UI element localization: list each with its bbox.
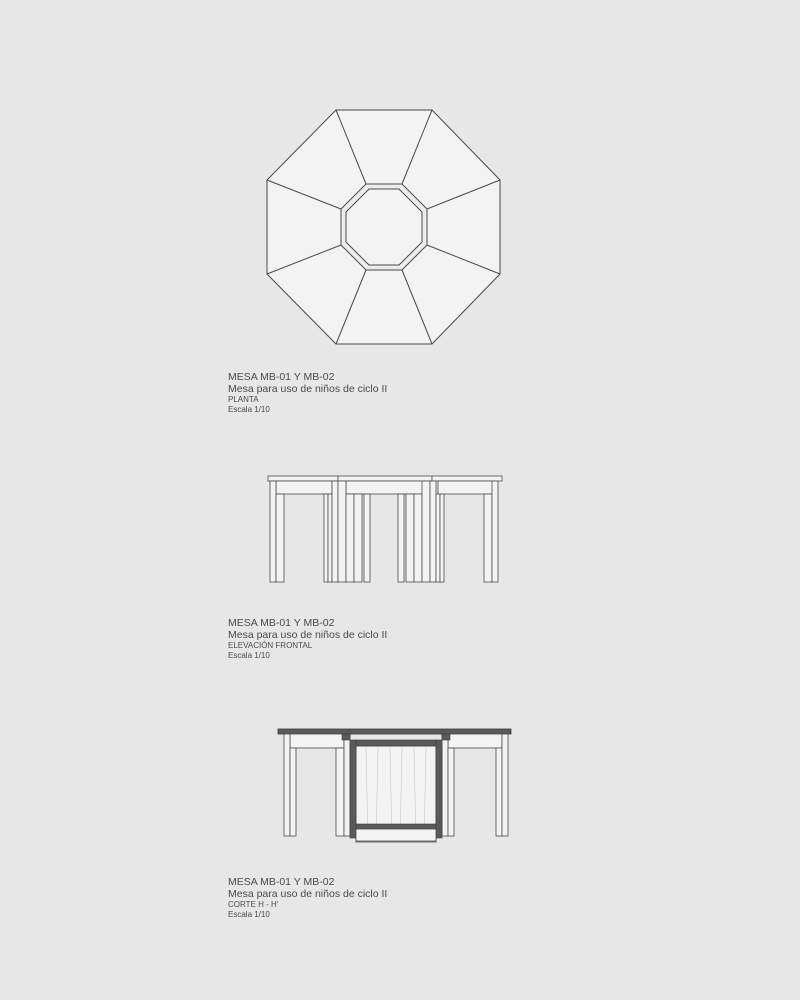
elevation-subtitle: Mesa para uso de niños de ciclo II bbox=[228, 629, 388, 641]
section-leg bbox=[336, 748, 344, 836]
section-leg bbox=[448, 748, 454, 836]
elevation-view-label: ELEVACIÓN FRONTAL bbox=[228, 641, 313, 650]
plan-view-label: PLANTA bbox=[228, 395, 259, 404]
elevation-leg bbox=[440, 494, 444, 582]
elevation-leg bbox=[406, 494, 414, 582]
elevation-leg bbox=[484, 494, 492, 582]
elevation-leg bbox=[328, 494, 332, 582]
plan-title: MESA MB-01 Y MB-02 bbox=[228, 371, 335, 383]
section-apron-right bbox=[448, 734, 502, 748]
elevation-leg bbox=[332, 481, 338, 582]
elevation-leg bbox=[276, 494, 284, 582]
section-leg bbox=[502, 734, 508, 836]
elevation-leg bbox=[492, 481, 498, 582]
elevation-apron-center bbox=[346, 481, 424, 494]
inner-octagon-inner-edge bbox=[346, 189, 422, 265]
elevation-table bbox=[0, 470, 800, 590]
elevation-leg bbox=[354, 494, 362, 582]
elevation-top-left bbox=[268, 476, 338, 481]
section-scale: Escala 1/10 bbox=[228, 910, 270, 919]
plan-caption bbox=[228, 371, 387, 415]
elevation-leg bbox=[398, 494, 404, 582]
elevation-leg bbox=[346, 494, 354, 582]
section-leg bbox=[496, 748, 502, 836]
section-subtitle: Mesa para uso de niños de ciclo II bbox=[228, 888, 388, 900]
elevation-leg bbox=[430, 481, 436, 582]
section-drawing bbox=[0, 722, 800, 848]
elevation-apron-right bbox=[438, 481, 494, 494]
section-apron-left bbox=[290, 734, 344, 748]
elevation-leg bbox=[270, 481, 276, 582]
elevation-title: MESA MB-01 Y MB-02 bbox=[228, 617, 335, 629]
elevation-drawing bbox=[0, 470, 800, 590]
section-leg bbox=[442, 734, 448, 836]
section-caption bbox=[228, 876, 387, 920]
section-top-plate bbox=[278, 729, 511, 734]
elevation-apron-left bbox=[276, 481, 332, 494]
elevation-leg bbox=[324, 494, 328, 582]
plan-scale: Escala 1/10 bbox=[228, 405, 270, 414]
elevation-leg bbox=[414, 494, 422, 582]
section-view-label: CORTE H - H' bbox=[228, 900, 279, 909]
section-leg bbox=[290, 748, 296, 836]
elevation-caption bbox=[228, 617, 387, 661]
elevation-top-center bbox=[338, 476, 432, 481]
elevation-leg bbox=[338, 481, 346, 582]
plan-subtitle: Mesa para uso de niños de ciclo II bbox=[228, 383, 388, 395]
section-leg bbox=[284, 734, 290, 836]
section-center-foot bbox=[356, 829, 436, 841]
section-table bbox=[0, 722, 800, 848]
elevation-leg bbox=[422, 481, 430, 582]
plan-octagon-table bbox=[0, 100, 800, 360]
section-leg bbox=[344, 734, 350, 836]
plan-drawing bbox=[0, 100, 800, 360]
elevation-top-right bbox=[432, 476, 502, 481]
section-title: MESA MB-01 Y MB-02 bbox=[228, 876, 335, 888]
elevation-scale: Escala 1/10 bbox=[228, 651, 270, 660]
elevation-leg bbox=[436, 494, 440, 582]
elevation-leg bbox=[364, 494, 370, 582]
